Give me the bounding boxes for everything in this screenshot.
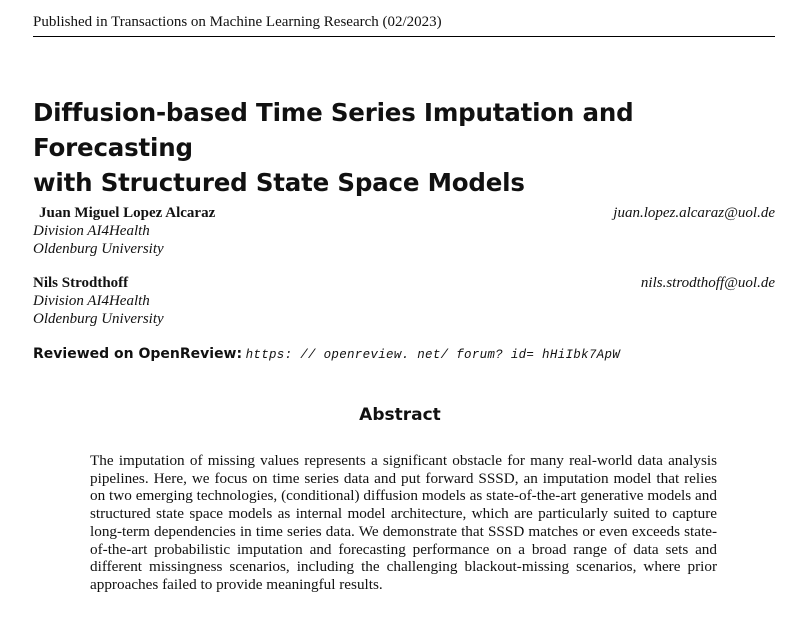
author-name-2: Nils Strodthoff — [33, 275, 129, 291]
affiliation-line: Oldenburg University — [33, 240, 164, 257]
title-line-1: Diffusion-based Time Series Imputation and Forecasting — [33, 98, 634, 162]
affiliation-line: Oldenburg University — [33, 310, 164, 327]
author-email-1[interactable]: juan.lopez.alcaraz@uol.de — [613, 205, 775, 221]
affiliation-line: Division AI4Health — [33, 293, 150, 309]
author-affiliation-1 — [33, 223, 164, 258]
openreview-link[interactable]: https: // openreview. net/ forum? id= hHiIbk7ApW — [245, 348, 621, 362]
author-email-2[interactable]: nils.strodthoff@uol.de — [640, 275, 775, 291]
title-line-2: with Structured State Space Models — [33, 168, 525, 197]
abstract-text: The imputation of missing values represents a significant obstacle for many real-world data analysis pipelines. Here, we focus on time series data and put forward SSSD, an imputation model that relies on two emerging technologies, (conditional) diffusion models as state-of-the-art generative models and structured state space models as internal model architecture, which are particularly suited to capture long-term dependencies in time series data. We demonstrate that SSSD matches or even exceeds state-of-the-art probabilistic imputation and forecasting performance on a broad range of data sets and different missingness scenarios, including the challenging blackout-missing scenarios, where prior approaches failed to provide meaningful results. — [90, 452, 717, 593]
author-name-1: Juan Miguel Lopez Alcaraz — [39, 205, 216, 221]
openreview-label: Reviewed on OpenReview: — [33, 346, 243, 362]
affiliation-line: Division AI4Health — [33, 223, 150, 239]
author-affiliation-2 — [33, 293, 164, 328]
abstract-heading: Abstract — [359, 405, 441, 425]
paper-title — [33, 95, 773, 200]
openreview-line — [33, 346, 620, 363]
journal-header: Published in Transactions on Machine Learning Research (02/2023) — [33, 14, 775, 37]
